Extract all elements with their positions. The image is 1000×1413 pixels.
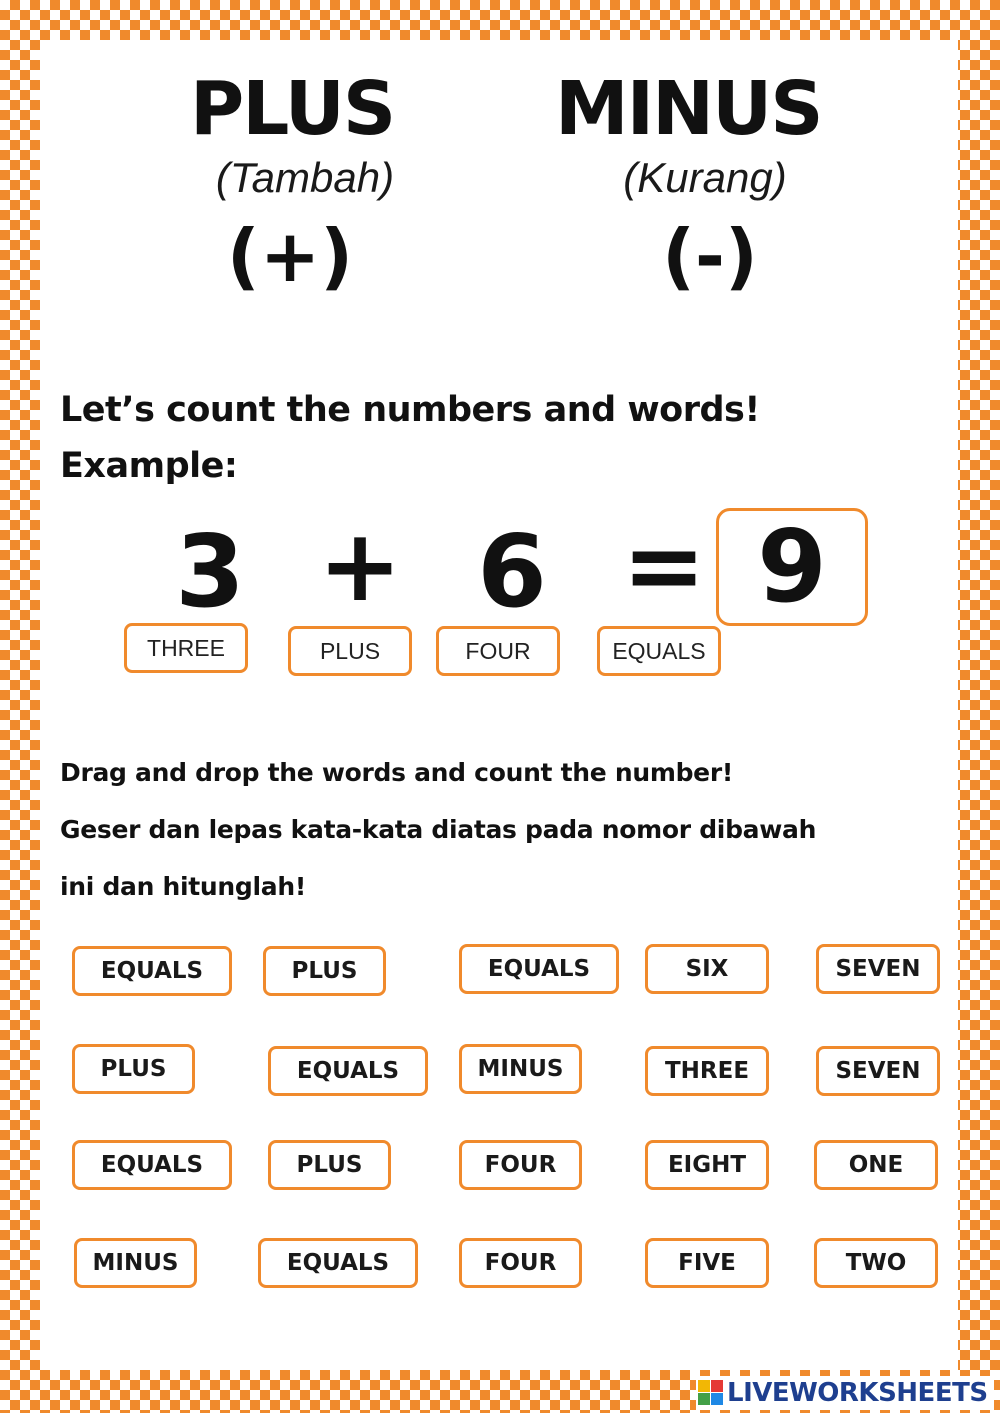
example-plus-sign: +: [318, 507, 402, 624]
instruction-english: Drag and drop the words and count the number!: [60, 758, 733, 787]
liveworksheets-logo-text: LIVEWORKSHEETS: [727, 1378, 988, 1408]
liveworksheets-logo-icon: [698, 1380, 724, 1406]
minus-symbol: (-): [662, 214, 758, 298]
word-tile[interactable]: FOUR: [459, 1238, 582, 1288]
word-tile[interactable]: TWO: [814, 1238, 938, 1288]
minus-title: MINUS: [555, 66, 822, 152]
plus-symbol: (+): [226, 214, 354, 298]
plus-translation: (Tambah): [215, 154, 395, 201]
word-tile[interactable]: PLUS: [268, 1140, 391, 1190]
plus-title: PLUS: [190, 66, 395, 152]
example-answer: 9: [757, 508, 827, 625]
word-tile[interactable]: EQUALS: [258, 1238, 418, 1288]
word-tile[interactable]: MINUS: [74, 1238, 197, 1288]
example-equals-sign: =: [622, 507, 706, 624]
word-tile[interactable]: SEVEN: [816, 944, 940, 994]
example-word-first: THREE: [124, 623, 248, 673]
example-heading: Let’s count the numbers and words!: [60, 390, 760, 430]
word-tile[interactable]: EQUALS: [72, 946, 232, 996]
word-tile[interactable]: SEVEN: [816, 1046, 940, 1096]
minus-translation: (Kurang): [623, 154, 787, 201]
word-tile[interactable]: EQUALS: [72, 1140, 232, 1190]
word-tile[interactable]: SIX: [645, 944, 769, 994]
liveworksheets-logo: [696, 1376, 994, 1410]
instruction-indonesian-line2: ini dan hitunglah!: [60, 872, 306, 901]
word-tile[interactable]: PLUS: [72, 1044, 195, 1094]
example-word-operator: PLUS: [288, 626, 412, 676]
word-tile[interactable]: EIGHT: [645, 1140, 769, 1190]
instruction-indonesian-line1: Geser dan lepas kata-kata diatas pada nomor dibawah: [60, 815, 817, 844]
word-tile[interactable]: PLUS: [263, 946, 386, 996]
example-answer-box: [716, 508, 868, 626]
example-second-number: 6: [477, 513, 547, 630]
word-tile[interactable]: ONE: [814, 1140, 938, 1190]
word-tile[interactable]: FOUR: [459, 1140, 582, 1190]
example-word-second: FOUR: [436, 626, 560, 676]
example-word-equals: EQUALS: [597, 626, 721, 676]
word-tile[interactable]: THREE: [645, 1046, 769, 1096]
word-tile[interactable]: FIVE: [645, 1238, 769, 1288]
word-tile[interactable]: EQUALS: [268, 1046, 428, 1096]
word-tile[interactable]: EQUALS: [459, 944, 619, 994]
example-label: Example:: [60, 446, 238, 486]
word-tile[interactable]: MINUS: [459, 1044, 582, 1094]
example-first-number: 3: [175, 513, 245, 630]
